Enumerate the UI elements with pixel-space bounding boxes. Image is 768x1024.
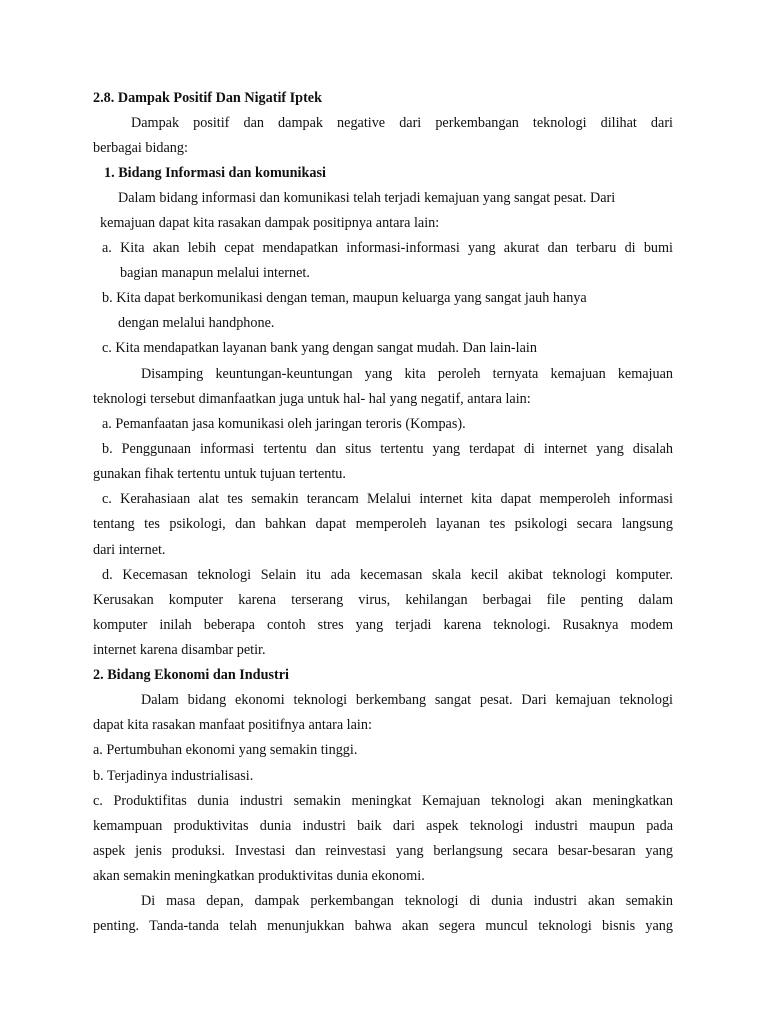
list-item: a. Pemanfaatan jasa komunikasi oleh jaringan teroris (Kompas). [102, 416, 466, 432]
list-item: d. Kecemasan teknologi Selain itu ada kecemasan skala kecil akibat teknologi komputer. [102, 567, 673, 583]
list-item: a. Kita akan lebih cepat mendapatkan informasi-informasi yang akurat dan terbaru di bumi [102, 240, 673, 256]
paragraph-line: Dalam bidang informasi dan komunikasi telah terjadi kemajuan yang sangat pesat. Dari [118, 190, 616, 206]
paragraph-line: kemajuan dapat kita rasakan dampak positipnya antara lain: [100, 215, 440, 231]
paragraph-line: penting. Tanda-tanda telah menunjukkan bahwa akan segera muncul teknologi bisnis yang [93, 918, 673, 934]
list-item: c. Kerahasiaan alat tes semakin terancam Melalui internet kita dapat memperoleh informasi [102, 491, 673, 507]
list-item: c. Produktifitas dunia industri semakin meningkat Kemajuan teknologi akan meningkatkan [93, 793, 673, 809]
list-item: b. Kita dapat berkomunikasi dengan teman, maupun keluarga yang sangat jauh hanya [102, 290, 587, 306]
list-item-continuation: aspek jenis produksi. Investasi dan reinvestasi yang berlangsung secara besar-besaran yang [93, 843, 673, 859]
list-item: b. Terjadinya industrialisasi. [93, 768, 254, 784]
list-item-continuation: kemampuan produktivitas dunia industri baik dari aspek teknologi industri maupun pada [93, 818, 673, 834]
paragraph-line: Dalam bidang ekonomi teknologi berkembang sangat pesat. Dari kemajuan teknologi [141, 692, 673, 708]
list-item-continuation: dari internet. [93, 542, 166, 558]
list-item: c. Kita mendapatkan layanan bank yang dengan sangat mudah. Dan lain-lain [102, 340, 537, 356]
list-item-continuation: bagian manapun melalui internet. [120, 265, 310, 281]
list-item-continuation: akan semakin meningkatkan produktivitas dunia ekonomi. [93, 868, 425, 884]
list-item-continuation: dengan melalui handphone. [118, 315, 275, 331]
list-item-continuation: komputer inilah beberapa contoh stres yang terjadi karena teknologi. Rusaknya modem [93, 617, 673, 633]
paragraph-line: teknologi tersebut dimanfaatkan juga untuk hal- hal yang negatif, antara lain: [93, 391, 531, 407]
paragraph-line: berbagai bidang: [93, 140, 188, 156]
list-item-continuation: Kerusakan komputer karena terserang virus, kehilangan berbagai file penting dalam [93, 592, 673, 608]
paragraph-line: Dampak positif dan dampak negative dari perkembangan teknologi dilihat dari [131, 115, 673, 131]
list-item: a. Pertumbuhan ekonomi yang semakin tinggi. [93, 742, 358, 758]
subsection-heading: 2. Bidang Ekonomi dan Industri [93, 667, 289, 683]
list-item-continuation: tentang tes psikologi, dan bahkan dapat memperoleh layanan tes psikologi secara langsung [93, 516, 673, 532]
paragraph-line: Di masa depan, dampak perkembangan teknologi di dunia industri akan semakin [141, 893, 673, 909]
subsection-heading: 1. Bidang Informasi dan komunikasi [104, 165, 326, 181]
list-item: b. Penggunaan informasi tertentu dan situs tertentu yang terdapat di internet yang disalah [102, 441, 673, 457]
list-item-continuation: gunakan fihak tertentu untuk tujuan tertentu. [93, 466, 346, 482]
paragraph-line: dapat kita rasakan manfaat positifnya antara lain: [93, 717, 372, 733]
paragraph-line: Disamping keuntungan-keuntungan yang kita peroleh ternyata kemajuan kemajuan [141, 366, 673, 382]
list-item-continuation: internet karena disambar petir. [93, 642, 266, 658]
section-title: 2.8. Dampak Positif Dan Nigatif Iptek [93, 90, 322, 106]
